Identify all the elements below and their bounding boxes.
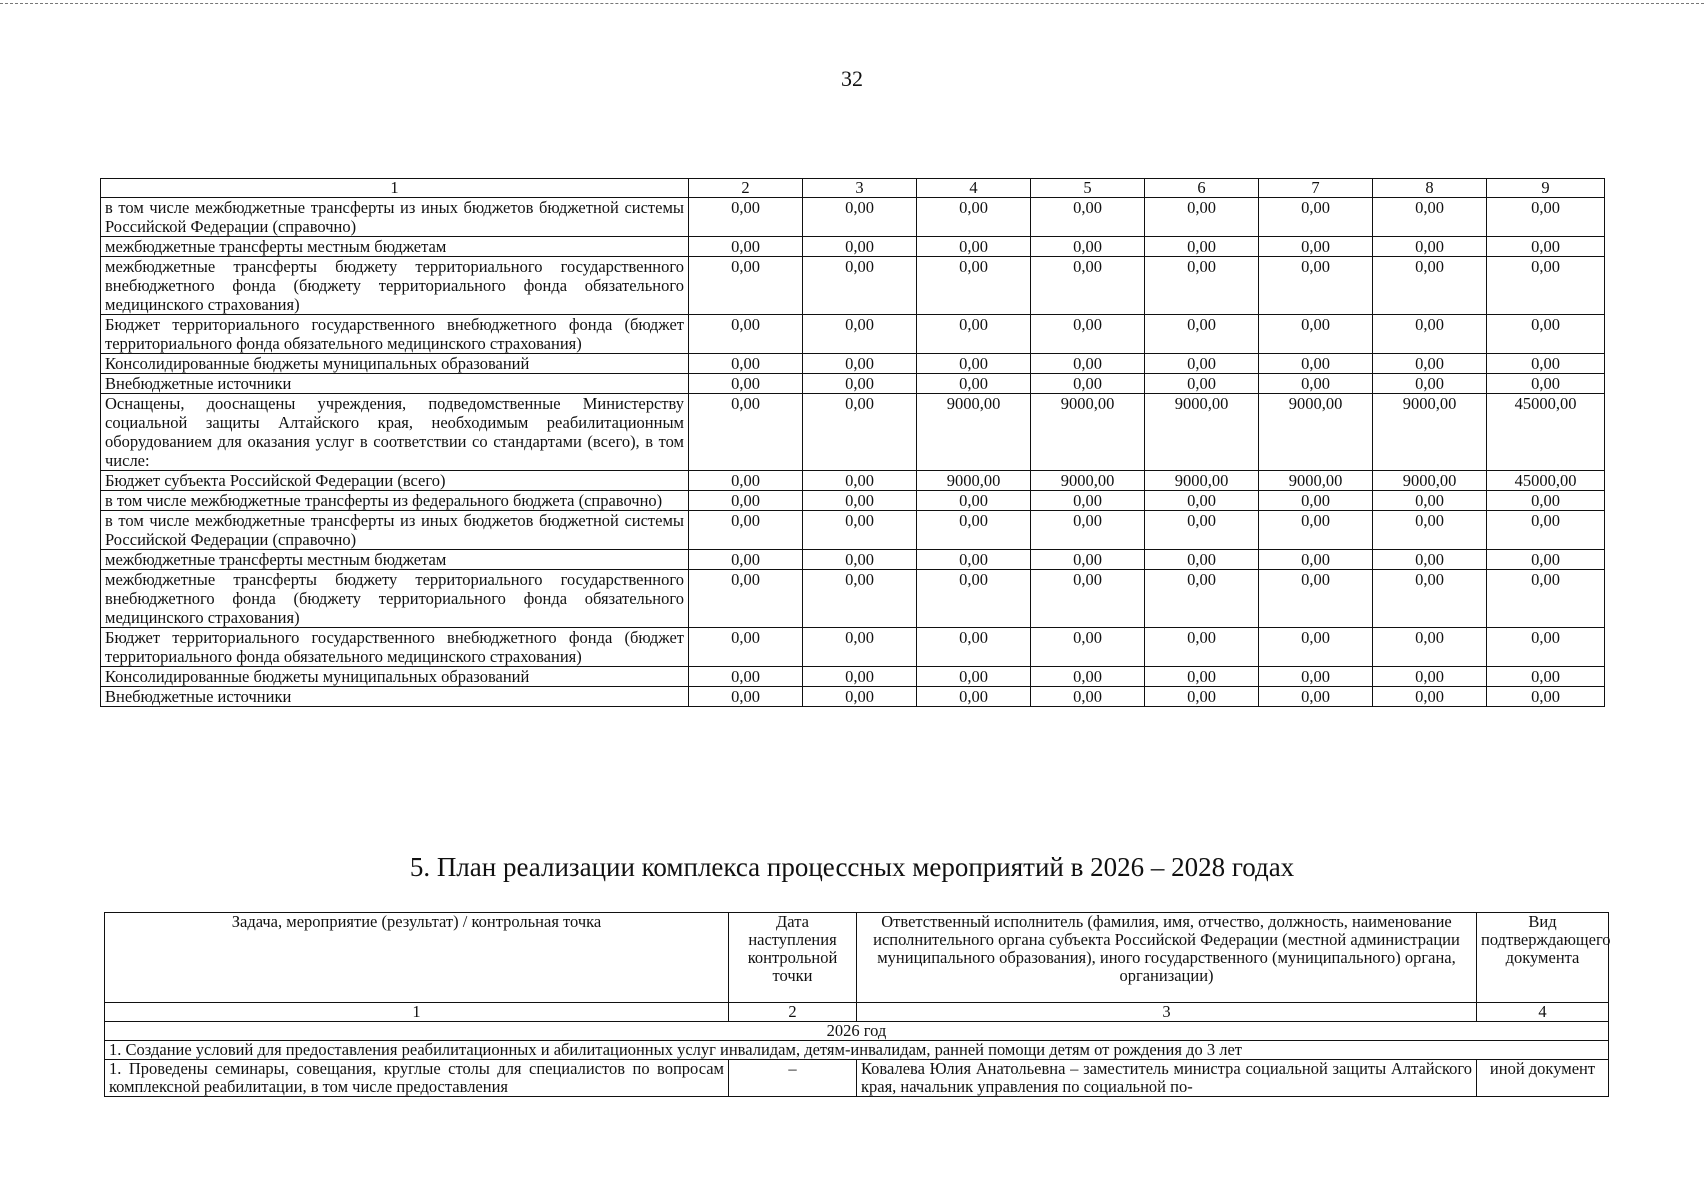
budget-value-cell: 0,00 [1145, 628, 1259, 667]
budget-value-cell: 9000,00 [1373, 471, 1487, 491]
budget-value-cell: 0,00 [1259, 354, 1373, 374]
budget-value-cell: 0,00 [1487, 257, 1605, 315]
budget-value-cell: 0,00 [1373, 687, 1487, 707]
budget-value-cell: 0,00 [1031, 687, 1145, 707]
budget-value-cell: 0,00 [1259, 667, 1373, 687]
budget-value-cell: 0,00 [1259, 687, 1373, 707]
budget-value-cell: 9000,00 [1373, 394, 1487, 471]
budget-value-cell: 0,00 [1373, 198, 1487, 237]
budget-value-cell: 0,00 [917, 354, 1031, 374]
budget-value-cell: 0,00 [1373, 237, 1487, 257]
budget-value-cell: 9000,00 [1259, 471, 1373, 491]
budget-value-cell: 0,00 [917, 687, 1031, 707]
budget-value-cell: 0,00 [917, 511, 1031, 550]
budget-row [101, 667, 1605, 687]
budget-value-cell: 0,00 [917, 237, 1031, 257]
budget-value-cell: 0,00 [689, 687, 803, 707]
budget-value-cell: 0,00 [803, 667, 917, 687]
budget-value-cell: 0,00 [1487, 237, 1605, 257]
budget-row-label: Бюджет территориального государственного внебюджетного фонда (бюджет территориального фонда обязательного медицинского страхования) [101, 315, 689, 354]
budget-row-label: Бюджет субъекта Российской Федерации (всего) [101, 471, 689, 491]
budget-table [100, 178, 1605, 707]
budget-value-cell: 0,00 [1259, 511, 1373, 550]
budget-value-cell: 0,00 [803, 257, 917, 315]
plan-item-row [105, 1060, 1609, 1097]
budget-value-cell: 0,00 [803, 374, 917, 394]
budget-row-label: в том числе межбюджетные трансферты из иных бюджетов бюджетной системы Российской Федерации (справочно) [101, 198, 689, 237]
budget-value-cell: 0,00 [1031, 570, 1145, 628]
budget-value-cell: 9000,00 [917, 471, 1031, 491]
budget-value-cell: 0,00 [689, 550, 803, 570]
budget-value-cell: 0,00 [803, 394, 917, 471]
budget-value-cell: 0,00 [1259, 550, 1373, 570]
budget-value-cell: 0,00 [1031, 257, 1145, 315]
budget-row [101, 511, 1605, 550]
budget-value-cell: 0,00 [1259, 570, 1373, 628]
budget-value-cell: 0,00 [1487, 570, 1605, 628]
budget-value-cell: 0,00 [1487, 511, 1605, 550]
budget-col-header: 5 [1031, 179, 1145, 198]
budget-value-cell: 0,00 [1145, 374, 1259, 394]
budget-row [101, 628, 1605, 667]
plan-header-document: Вид подтверждающего документа [1477, 913, 1609, 1003]
page-top-edge [0, 3, 1704, 6]
budget-value-cell: 0,00 [1487, 687, 1605, 707]
budget-value-cell: 0,00 [1487, 315, 1605, 354]
budget-col-header: 8 [1373, 179, 1487, 198]
budget-value-cell: 0,00 [803, 570, 917, 628]
budget-row-label: межбюджетные трансферты бюджету территориального государственного внебюджетного фонда (бюджету территориального фонда обязательного медицинского страхования) [101, 570, 689, 628]
budget-row-label: межбюджетные трансферты местным бюджетам [101, 550, 689, 570]
budget-value-cell: 0,00 [1145, 354, 1259, 374]
budget-value-cell: 0,00 [1031, 374, 1145, 394]
budget-value-cell: 0,00 [1373, 570, 1487, 628]
budget-value-cell: 0,00 [689, 628, 803, 667]
budget-row [101, 550, 1605, 570]
budget-value-cell: 9000,00 [1145, 471, 1259, 491]
budget-value-cell: 0,00 [689, 394, 803, 471]
budget-value-cell: 0,00 [689, 374, 803, 394]
budget-value-cell: 0,00 [1145, 667, 1259, 687]
budget-value-cell: 0,00 [1145, 257, 1259, 315]
budget-value-cell: 0,00 [1373, 354, 1487, 374]
budget-table-header-row [101, 179, 1605, 198]
budget-value-cell: 0,00 [1259, 198, 1373, 237]
budget-row-label: Внебюджетные источники [101, 687, 689, 707]
budget-value-cell: 0,00 [1373, 628, 1487, 667]
budget-value-cell: 0,00 [1259, 315, 1373, 354]
budget-row [101, 394, 1605, 471]
plan-year-label: 2026 год [105, 1022, 1609, 1041]
budget-value-cell: 0,00 [803, 315, 917, 354]
plan-item-date: – [729, 1060, 857, 1097]
budget-value-cell: 0,00 [1373, 257, 1487, 315]
budget-value-cell: 9000,00 [917, 394, 1031, 471]
budget-col-header: 7 [1259, 179, 1373, 198]
plan-item-name: 1. Проведены семинары, совещания, круглые столы для специалистов по вопросам комплексной реабилитации, в том числе предоставления [105, 1060, 729, 1097]
budget-value-cell: 0,00 [1373, 374, 1487, 394]
budget-col-header: 9 [1487, 179, 1605, 198]
plan-col-number: 2 [729, 1003, 857, 1022]
budget-value-cell: 0,00 [1487, 198, 1605, 237]
budget-row [101, 491, 1605, 511]
budget-value-cell: 0,00 [1373, 315, 1487, 354]
budget-row-label: в том числе межбюджетные трансферты из иных бюджетов бюджетной системы Российской Федерации (справочно) [101, 511, 689, 550]
budget-col-header: 4 [917, 179, 1031, 198]
budget-value-cell: 0,00 [1031, 237, 1145, 257]
budget-value-cell: 45000,00 [1487, 394, 1605, 471]
budget-value-cell: 0,00 [917, 570, 1031, 628]
budget-row [101, 198, 1605, 237]
budget-value-cell: 0,00 [1145, 511, 1259, 550]
budget-value-cell: 0,00 [1487, 667, 1605, 687]
budget-table-body [101, 198, 1605, 707]
budget-value-cell: 0,00 [689, 471, 803, 491]
budget-value-cell: 9000,00 [1031, 471, 1145, 491]
budget-value-cell: 0,00 [1145, 198, 1259, 237]
budget-value-cell: 0,00 [917, 257, 1031, 315]
budget-col-header: 2 [689, 179, 803, 198]
budget-value-cell: 0,00 [1031, 315, 1145, 354]
budget-value-cell: 0,00 [917, 315, 1031, 354]
budget-col-header: 6 [1145, 179, 1259, 198]
budget-value-cell: 0,00 [1145, 550, 1259, 570]
budget-value-cell: 0,00 [1031, 550, 1145, 570]
budget-value-cell: 0,00 [1373, 491, 1487, 511]
budget-row [101, 374, 1605, 394]
plan-task-row [105, 1041, 1609, 1060]
budget-row [101, 237, 1605, 257]
budget-value-cell: 0,00 [917, 550, 1031, 570]
plan-header-responsible: Ответственный исполнитель (фамилия, имя, отчество, должность, наименование исполнительного органа субъекта Российской Федерации (местной администрации муниципального образования), иного государственного (муниципального) органа, организации) [857, 913, 1477, 1003]
budget-value-cell: 0,00 [1259, 628, 1373, 667]
budget-value-cell: 0,00 [1259, 237, 1373, 257]
budget-value-cell: 0,00 [689, 198, 803, 237]
budget-row-label: межбюджетные трансферты бюджету территориального государственного внебюджетного фонда (бюджету территориального фонда обязательного медицинского страхования) [101, 257, 689, 315]
budget-value-cell: 0,00 [917, 667, 1031, 687]
plan-task-label: 1. Создание условий для предоставления реабилитационных и абилитационных услуг инвалидам, детям-инвалидам, ранней помощи детям от рождения до 3 лет [105, 1041, 1609, 1060]
budget-row-label: в том числе межбюджетные трансферты из федерального бюджета (справочно) [101, 491, 689, 511]
budget-value-cell: 0,00 [1031, 628, 1145, 667]
budget-value-cell: 9000,00 [1145, 394, 1259, 471]
budget-value-cell: 0,00 [917, 374, 1031, 394]
budget-row-label: Консолидированные бюджеты муниципальных образований [101, 354, 689, 374]
budget-value-cell: 0,00 [1373, 550, 1487, 570]
budget-value-cell: 0,00 [803, 354, 917, 374]
budget-value-cell: 0,00 [689, 511, 803, 550]
plan-header-task: Задача, мероприятие (результат) / контрольная точка [105, 913, 729, 1003]
budget-value-cell: 0,00 [803, 550, 917, 570]
page-number: 32 [841, 66, 863, 91]
budget-value-cell: 0,00 [1259, 491, 1373, 511]
budget-value-cell: 0,00 [689, 667, 803, 687]
budget-value-cell: 0,00 [1487, 374, 1605, 394]
budget-row-label: Бюджет территориального государственного внебюджетного фонда (бюджет территориального фонда обязательного медицинского страхования) [101, 628, 689, 667]
plan-col-number: 4 [1477, 1003, 1609, 1022]
budget-value-cell: 0,00 [1373, 511, 1487, 550]
budget-col-header: 1 [101, 179, 689, 198]
budget-value-cell: 0,00 [803, 237, 917, 257]
budget-value-cell: 0,00 [917, 628, 1031, 667]
budget-value-cell: 0,00 [1145, 491, 1259, 511]
plan-header-date: Дата наступления контрольной точки [729, 913, 857, 1003]
budget-value-cell: 0,00 [803, 491, 917, 511]
budget-value-cell: 45000,00 [1487, 471, 1605, 491]
plan-item-document: иной документ [1477, 1060, 1609, 1097]
budget-row [101, 354, 1605, 374]
budget-value-cell: 0,00 [1031, 667, 1145, 687]
budget-value-cell: 0,00 [803, 628, 917, 667]
budget-row [101, 471, 1605, 491]
budget-row [101, 315, 1605, 354]
budget-value-cell: 0,00 [1031, 198, 1145, 237]
budget-value-cell: 0,00 [1145, 315, 1259, 354]
plan-year-row [105, 1022, 1609, 1041]
budget-col-header: 3 [803, 179, 917, 198]
budget-value-cell: 0,00 [1259, 374, 1373, 394]
plan-table-header-row [105, 913, 1609, 1003]
budget-row-label: Внебюджетные источники [101, 374, 689, 394]
budget-value-cell: 0,00 [803, 471, 917, 491]
budget-value-cell: 0,00 [689, 315, 803, 354]
budget-value-cell: 9000,00 [1259, 394, 1373, 471]
budget-row-label: Консолидированные бюджеты муниципальных образований [101, 667, 689, 687]
budget-value-cell: 0,00 [1487, 550, 1605, 570]
budget-value-cell: 0,00 [1031, 491, 1145, 511]
budget-value-cell: 0,00 [1373, 667, 1487, 687]
budget-value-cell: 0,00 [917, 491, 1031, 511]
budget-row [101, 257, 1605, 315]
budget-value-cell: 0,00 [917, 198, 1031, 237]
budget-value-cell: 0,00 [689, 570, 803, 628]
budget-value-cell: 0,00 [1259, 257, 1373, 315]
budget-value-cell: 0,00 [1031, 511, 1145, 550]
budget-value-cell: 9000,00 [1031, 394, 1145, 471]
budget-value-cell: 0,00 [689, 257, 803, 315]
budget-value-cell: 0,00 [1145, 570, 1259, 628]
budget-value-cell: 0,00 [1031, 354, 1145, 374]
budget-row [101, 687, 1605, 707]
budget-value-cell: 0,00 [1487, 628, 1605, 667]
plan-table [104, 912, 1609, 1097]
section-title: 5. План реализации комплекса процессных мероприятий в 2026 – 2028 годах [409, 852, 1295, 882]
budget-value-cell: 0,00 [689, 491, 803, 511]
budget-value-cell: 0,00 [1487, 491, 1605, 511]
budget-value-cell: 0,00 [689, 237, 803, 257]
budget-value-cell: 0,00 [1145, 237, 1259, 257]
plan-item-responsible: Ковалева Юлия Анатольевна – заместитель министра социальной защиты Алтайского края, начальник управления по социальной по- [857, 1060, 1477, 1097]
budget-value-cell: 0,00 [803, 198, 917, 237]
plan-col-number: 3 [857, 1003, 1477, 1022]
budget-value-cell: 0,00 [1145, 687, 1259, 707]
budget-value-cell: 0,00 [1487, 354, 1605, 374]
budget-row-label: межбюджетные трансферты местным бюджетам [101, 237, 689, 257]
budget-value-cell: 0,00 [803, 511, 917, 550]
budget-row-label: Оснащены, дооснащены учреждения, подведомственные Министерству социальной защиты Алтайского края, необходимым реабилитационным оборудованием для оказания услуг в соответствии со стандартами (всего), в том числе: [101, 394, 689, 471]
plan-table-number-row [105, 1003, 1609, 1022]
budget-value-cell: 0,00 [689, 354, 803, 374]
budget-value-cell: 0,00 [803, 687, 917, 707]
budget-row [101, 570, 1605, 628]
plan-col-number: 1 [105, 1003, 729, 1022]
